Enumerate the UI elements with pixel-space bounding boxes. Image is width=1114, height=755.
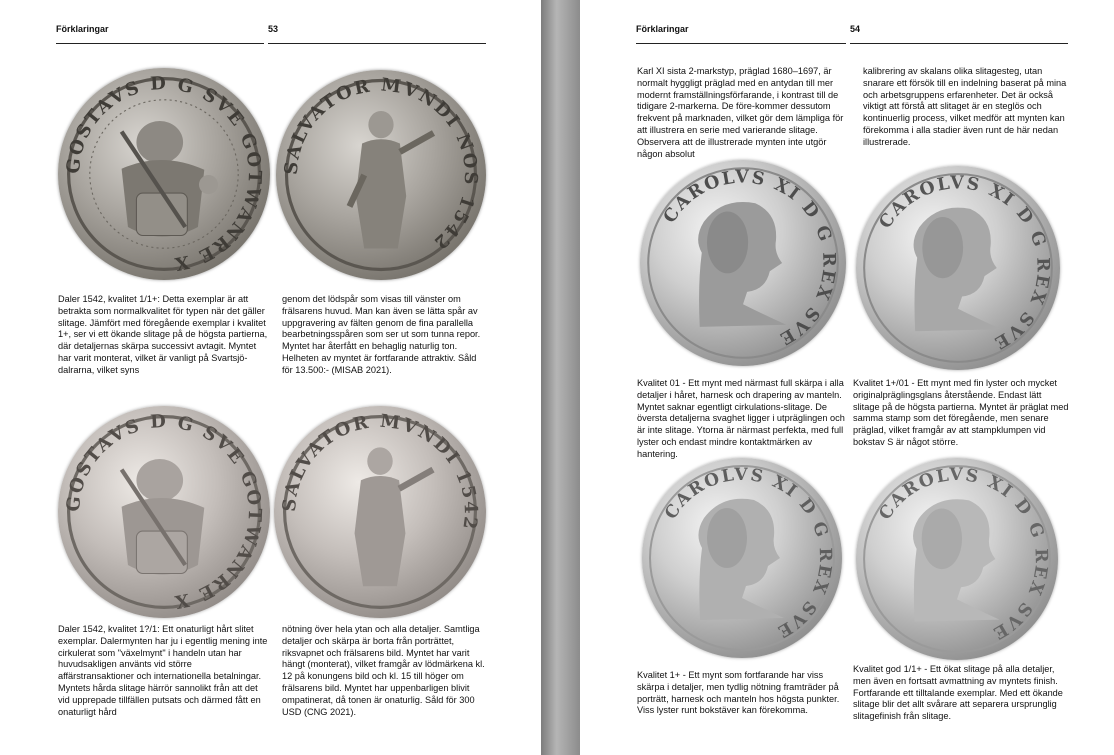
intro-text-right: kalibrering av skalans olika slitagesteg, utan snarare ett försök till en indelning baserat på mina och arbetsgruppens erfarenheter. Det är också viktigt att förstå att slitaget är en steglös och kontinuerlig process, vilket medför att mynten kan förekomma i alla stadier även runt de här nedan illustrerade.: [863, 66, 1067, 147]
coin-legend: SALVATOR MVNDI NOS 1542: [280, 74, 482, 255]
right-page: [580, 0, 1114, 755]
caption-coin-pair-1-left: Daler 1542, kvalitet 1/1+: Detta exemplar är att betrakta som normalkvalitet för typen när det gäller slitage. Jämfört med föregående exemplar i kvalitet 1+, ser vi ett ökande slitage på de högsta partierna, där detaljernas skärpa successivt avtagit. Myntet har varit monterat, vilket är vanligt på Svartsjö-dalrarna, vilket syns: [58, 294, 268, 375]
caption-coin-pair-2-left: Daler 1542, kvalitet 1?/1: Ett onaturligt hårt slitet exemplar. Dalermynten har ju i egentlig mening inte cirkulerat som "växelmynt" i handeln utan har huvudsakligen använts vid större affärstransaktioner och internationella betalningar. Myntets hårda slitage härrör sannolikt från att det vid upprepade tillfällen putsats och därmed fått en onaturligt hård: [58, 624, 268, 717]
coin-legend: CAROLVS XI D G REX SVE: [875, 465, 1051, 644]
coin-reverse-1542-worn-image: [274, 406, 486, 618]
coin-karl-xi-kvalitet-1plus-image: [642, 458, 842, 658]
caption-kvalitet-1plus-01: Kvalitet 1+/01 - Ett mynt med fin lyster och mycket originalpräglingsglans återstående. Endast lätt slitage på de högsta partierna. Myntet är präglat med samma stamp som det föregående, men senare präglad, vilket framgår av att stampklumpen vid bokstav S är något större.: [853, 378, 1069, 447]
coin-karl-xi-kvalitet-god-1-1plus-image: [856, 458, 1058, 660]
coin-legend: GOSTAVS D G SVE GOTWANRE X: [62, 410, 266, 613]
page-number: 53: [268, 24, 279, 34]
coin-legend: CAROLVS XI D G REX SVE: [875, 173, 1053, 354]
header-rule: [268, 43, 486, 44]
coin-obverse-1542-worn-image: [58, 406, 270, 618]
caption-coin-pair-1-right: genom det lödspår som visas till vänster om frälsarens huvud. Man kan även se lätta spår av uppgravering av fälten genom de fina parallella bearbetningsspåren som ser ut som tunna repor. Myntet har återfått en behaglig naturlig ton. Helheten av myntet är fortfarande attraktiv. Såld för 13.500:- (MISAB 2021).: [282, 294, 481, 375]
coin-obverse-1542-image: [58, 68, 270, 280]
caption-kvalitet-god-1-1plus: Kvalitet god 1/1+ - Ett ökat slitage på alla detaljer, men även en fortsatt avmattning av myntets finish. Fortfarande ett tilltalande exemplar. Med ett ökande slitage blir det allt svårare att separera ursprunglig slitagefinish från slitage.: [853, 664, 1063, 722]
caption-kvalitet-1plus: Kvalitet 1+ - Ett mynt som fortfarande har viss skärpa i detaljer, men tydlig nötning framträder på porträtt, harnesk och manteln hos högsta punkter. Viss lyster runt bokstäver kan förekomma.: [637, 670, 840, 716]
page-number: 54: [850, 24, 861, 34]
book-gutter: [541, 0, 580, 755]
header-rule: [636, 43, 846, 44]
coin-legend: SALVATOR MVNDI 1542: [278, 410, 482, 533]
caption-coin-pair-2-right: nötning över hela ytan och alla detaljer. Samtliga detaljer och skärpa är borta från porträttet, riksvapnet och frälsarens bild. Myntet har varit hängt (monterat), vilket framgår av lödmärkena kl. 12 på konungens bild och kl. 15 till höger om frälsarens bild. Myntet har uppenbarligen blivit ompatinerat, då tonen är onaturlig. Såld för 300 USD (CNG 2021).: [282, 624, 485, 717]
coin-legend: CAROLVS XI D G REX SVE: [659, 167, 839, 350]
header-title: Förklaringar: [636, 24, 689, 34]
intro-text-left: Karl XI sista 2-markstyp, präglad 1680–1697, är normalt hyggligt präglad med en antydan till mer modernt framställningsförfarande, i kontrast till de tidigare 2-markerna. De före-kommer dessutom frekvent på marknaden, vilket gör dem lämpliga för att illustrera en serie med varierande slitage. Observera att de illustrerade mynten inte utgör någon absolut: [637, 66, 844, 159]
coin-karl-xi-kvalitet-1plus-01-image: [856, 166, 1060, 370]
header-rule: [850, 43, 1068, 44]
coin-karl-xi-kvalitet-01-image: [640, 160, 846, 366]
header-title: Förklaringar: [56, 24, 109, 34]
caption-kvalitet-01: Kvalitet 01 - Ett mynt med närmast full skärpa i alla detaljer i håret, harnesk och drapering av manteln. Myntet saknar egentligt cirkulations-slitage. De översta detaljerna svaghet ligger i utpräglingen och är inte slitage. Ytorna är närmast perfekta, med full lyster och endast mindre kontaktmärken av hantering.: [637, 378, 845, 459]
left-page: [0, 0, 541, 755]
coin-reverse-1542-image: [276, 70, 486, 280]
coin-legend: GOSTAVS D G SVE GOTWANRE X: [62, 72, 266, 275]
header-rule: [56, 43, 264, 44]
coin-legend: CAROLVS XI D G REX SVE: [660, 464, 836, 642]
